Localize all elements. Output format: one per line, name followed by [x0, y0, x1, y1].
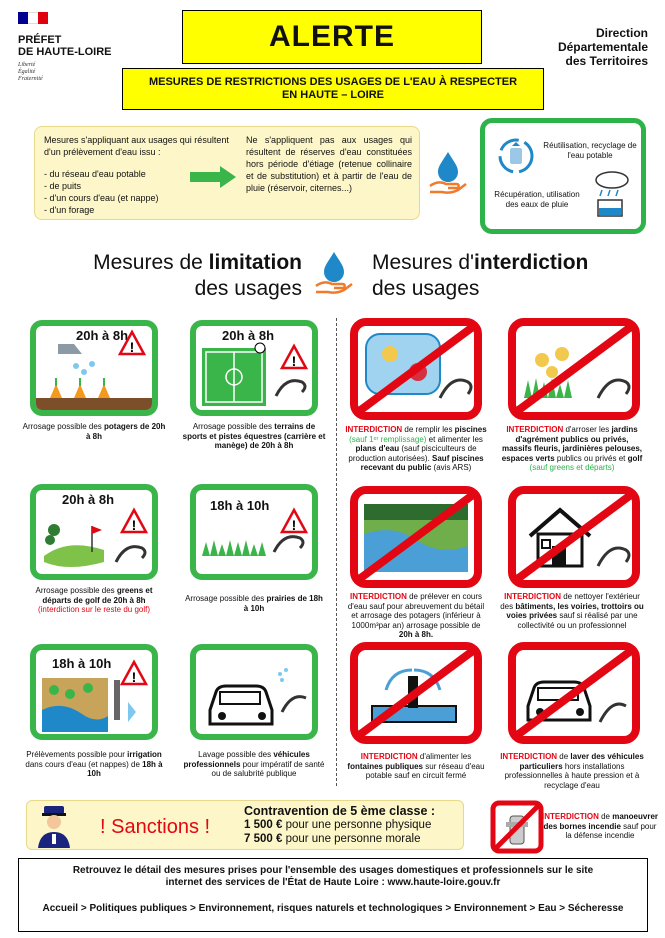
caption-bold: greens et départs de golf de 20h à 8h [42, 586, 153, 605]
caption-terrains [182, 422, 326, 451]
caption-red: INTERDICTION [506, 425, 564, 434]
caption-text: sauf pour la défense incendie [565, 821, 657, 840]
footer-line2: internet des services de l'État de Haute Loire : www.haute-loire.gouv.fr [165, 877, 501, 888]
car-wash-icon [196, 650, 312, 734]
interdiction-title-line2: des usages [372, 277, 480, 300]
caption-text: d'arroser les [563, 425, 612, 434]
caption-text: pour impératif de santé ou de salubrité publique [211, 759, 325, 778]
sanctions-details [244, 804, 460, 846]
caption-bold: prairies de 18h à 10h [243, 594, 323, 613]
info-applies-item: - d'un forage [44, 205, 95, 215]
gendarme-icon [34, 804, 74, 848]
caption-bold: manoeuvrer des bornes incendie [543, 812, 659, 831]
rain-collector-icon [588, 170, 632, 218]
caption-bold: golf [627, 453, 643, 463]
sanction-target: pour une personne physique [282, 819, 432, 831]
garden-prohibited-icon [506, 316, 642, 422]
ddt-label [548, 26, 648, 68]
recup-label: Récupération, utilisation des eaux de pluie [494, 190, 580, 209]
caption-bold: laver des véhicules particuliers [519, 752, 644, 771]
subtitle-line2: EN HAUTE – LOIRE [281, 89, 385, 101]
card-irrigation [30, 644, 158, 740]
caption-text: sur réseau d'eau potable sauf en circuit fermé [365, 761, 485, 780]
interdiction-title [372, 250, 652, 302]
ddt-line1: Direction [595, 26, 648, 40]
irrigation-icon [36, 650, 152, 734]
interdiction-title-a: Mesures d' [372, 251, 475, 274]
caption-text: de [557, 752, 571, 761]
hand-water-drop-icon [428, 150, 468, 194]
caption-text: de remplir les [402, 425, 455, 434]
fountain-prohibited-icon [348, 640, 484, 746]
caption-red: INTERDICTION [541, 812, 599, 821]
sanction-amount: 1 500 € [244, 819, 283, 831]
caption-text: et alimenter les [426, 434, 483, 444]
caption-red: INTERDICTION [500, 752, 558, 761]
caption-text: Arrosage possible des [192, 422, 275, 431]
svg-text:!: ! [131, 669, 137, 685]
caption-text: de nettoyer l'extérieur des [500, 592, 640, 611]
caption-red: INTERDICTION [349, 592, 407, 601]
subtitle-line1: MESURES DE RESTRICTIONS DES USAGES DE L'EAU À RESPECTER [148, 76, 518, 88]
fire-hydrant-prohibited-icon [490, 800, 544, 854]
card-vehicules-part [506, 640, 634, 736]
bornes-caption [540, 812, 660, 841]
limitation-title-b: limitation [208, 251, 302, 274]
card-terrains-sport [190, 320, 318, 416]
svg-text:!: ! [291, 353, 297, 369]
sanction-target: pour une personne morale [282, 833, 421, 845]
sports-field-icon [196, 326, 312, 410]
caption-bold: piscines [454, 425, 487, 434]
caption-prairies [182, 594, 326, 613]
card-batiments [506, 484, 634, 580]
info-applies-intro: Mesures s'appliquant aux usages qui résultent d'un prélèvement d'eau issu : [44, 135, 229, 157]
prefet-logo [14, 12, 124, 83]
caption-bold: 18h à 10h [87, 759, 163, 778]
reuse-label: Réutilisation, recyclage de l'eau potable [543, 141, 637, 160]
info-applies-item: - d'un cours d'eau (et nappe) [44, 193, 159, 203]
caption-red: INTERDICTION [345, 425, 403, 434]
river-prohibited-icon [348, 484, 484, 590]
caption-text: publics ou privés et [554, 453, 628, 463]
caption-bold: plans d'eau [355, 444, 400, 453]
caption-text: d'alimenter les [417, 752, 472, 761]
card-fontaines [348, 640, 476, 736]
caption-bold: 20h à 8h. [398, 630, 434, 639]
caption-green: (sauf 1ᵉʳ remplissage) [349, 434, 427, 444]
sanctions-head: Contravention de 5 ème classe : [244, 804, 436, 818]
caption-bold: fontaines publiques [347, 761, 423, 771]
caption-bold: bâtiments, les voiries, trottoirs ou voies privées [506, 601, 644, 620]
sanction-amount: 7 500 € [244, 833, 283, 845]
caption-bold: jardins d'agrément publics ou privés, massifs fleuris, jardinières pelouses, espaces verts [501, 425, 643, 463]
caption-bold: potagers de 20h à 8h [85, 422, 166, 441]
prefet-title-line2: DE HAUTE-LOIRE [18, 46, 112, 58]
caption-bold: irrigation [127, 750, 162, 759]
caption-red: INTERDICTION [360, 752, 418, 761]
caption-green: (sauf greens et départs) [529, 463, 615, 472]
caption-text: sauf si réalisé par une collectivité ou un professionnel [517, 611, 638, 630]
caption-bold: (carrière et manège) de 20h à 8h [214, 431, 326, 450]
house-cleaning-prohibited-icon [506, 484, 642, 590]
prefet-title-line1: PRÉFET [18, 34, 62, 46]
card-vehicules-pro [190, 644, 318, 740]
caption-bold: véhicules professionnels [183, 750, 310, 769]
hand-water-drop-icon [312, 250, 356, 294]
footer [18, 858, 648, 932]
caption-batiments [500, 592, 644, 630]
caption-cours-eau [344, 592, 488, 640]
sanctions-label: ! Sanctions ! [100, 816, 211, 838]
caption-fontaines [344, 752, 488, 781]
info-applies-item: - du réseau d'eau potable [44, 169, 146, 179]
caption-irrigation [22, 750, 166, 779]
footer-breadcrumb: Accueil > Politiques publiques > Environnement, risques naturels et technologiques > Environnement > Eau > Sécheresse [42, 903, 624, 914]
car-wash-prohibited-icon [506, 640, 642, 746]
meadow-icon [196, 490, 312, 574]
card-time: 20h à 8h [222, 328, 275, 343]
caption-text: Arrosage possible des [185, 594, 267, 603]
caption-red: INTERDICTION [504, 592, 561, 601]
recycle-water-icon [494, 134, 538, 178]
card-time: 20h à 8h [62, 492, 115, 507]
caption-bold: Sauf piscines recevant du public [360, 453, 484, 472]
card-piscines [348, 316, 476, 412]
caption-text: (sauf pisciculteurs de production autorisées). [348, 444, 477, 463]
caption-text: de [598, 812, 613, 821]
footer-line1: Retrouvez le détail des mesures prises pour l'ensemble des usages domestiques et professionnels sur le site [72, 865, 594, 876]
card-time: 18h à 10h [210, 498, 270, 513]
limitation-title-a: Mesures de [93, 251, 209, 274]
devise-fraternite: Fraternité [18, 76, 43, 82]
devise-liberte: Liberté [18, 62, 36, 68]
card-golf [30, 484, 158, 580]
limitation-title [50, 250, 302, 302]
vegetable-garden-icon [36, 326, 152, 410]
card-time: 20h à 8h [76, 328, 129, 343]
caption-text: Prélèvements possible pour [26, 750, 128, 759]
ddt-line3: des Territoires [565, 54, 648, 68]
info-exceptions: Ne s'appliquent pas aux usages qui résultent de réserves d'eau constituées hors période d'étiage (retenue collinaire et de substitution) et à partir de l'eau de pluie (réservoir, citernes...) [246, 135, 412, 193]
interdiction-title-b: interdiction [474, 251, 589, 274]
alerte-banner: ALERTE [182, 10, 482, 64]
caption-vehicules-part [500, 752, 644, 790]
caption-bold: terrains de sports et pistes équestres [182, 422, 316, 441]
subtitle-banner [122, 68, 544, 110]
column-divider [336, 318, 337, 786]
svg-text:!: ! [291, 517, 297, 533]
golf-green-icon [36, 490, 152, 574]
caption-vehicules-pro [182, 750, 326, 779]
pool-prohibited-icon [348, 316, 484, 422]
caption-text: (avis ARS) [431, 463, 472, 472]
card-prairies [190, 484, 318, 580]
caption-text: Arrosage possible des [35, 586, 117, 595]
svg-text:!: ! [131, 517, 137, 533]
caption-text: de prélever en cours d'eau sauf pour abreuvement du bétail et arrosage des potagers (inférieur à 1000m³par an) arrosage possible de [347, 592, 485, 630]
caption-golf [22, 586, 166, 615]
caption-text: hors installations professionnelles à haute pression et à recyclage d'eau [504, 761, 640, 790]
svg-text:!: ! [129, 339, 135, 355]
card-jardins [506, 316, 634, 412]
devise-egalite: Égalité [18, 69, 36, 75]
info-applies-item: - de puits [44, 181, 82, 191]
caption-potagers [22, 422, 166, 441]
caption-jardins [500, 425, 644, 473]
limitation-title-line2: des usages [194, 277, 302, 300]
ddt-line2: Départementale [557, 40, 648, 54]
caption-red: (interdiction sur le reste du golf) [37, 605, 151, 614]
card-potagers [30, 320, 158, 416]
french-flag-icon [18, 12, 48, 24]
caption-piscines [344, 425, 488, 473]
card-time: 18h à 10h [52, 656, 112, 671]
caption-text: Lavage possible des [198, 750, 274, 759]
arrow-right-icon [190, 166, 236, 188]
card-cours-eau [348, 484, 476, 580]
caption-text: dans cours d'eau (et nappes) de [25, 759, 143, 769]
caption-text: Arrosage possible des [22, 422, 105, 431]
